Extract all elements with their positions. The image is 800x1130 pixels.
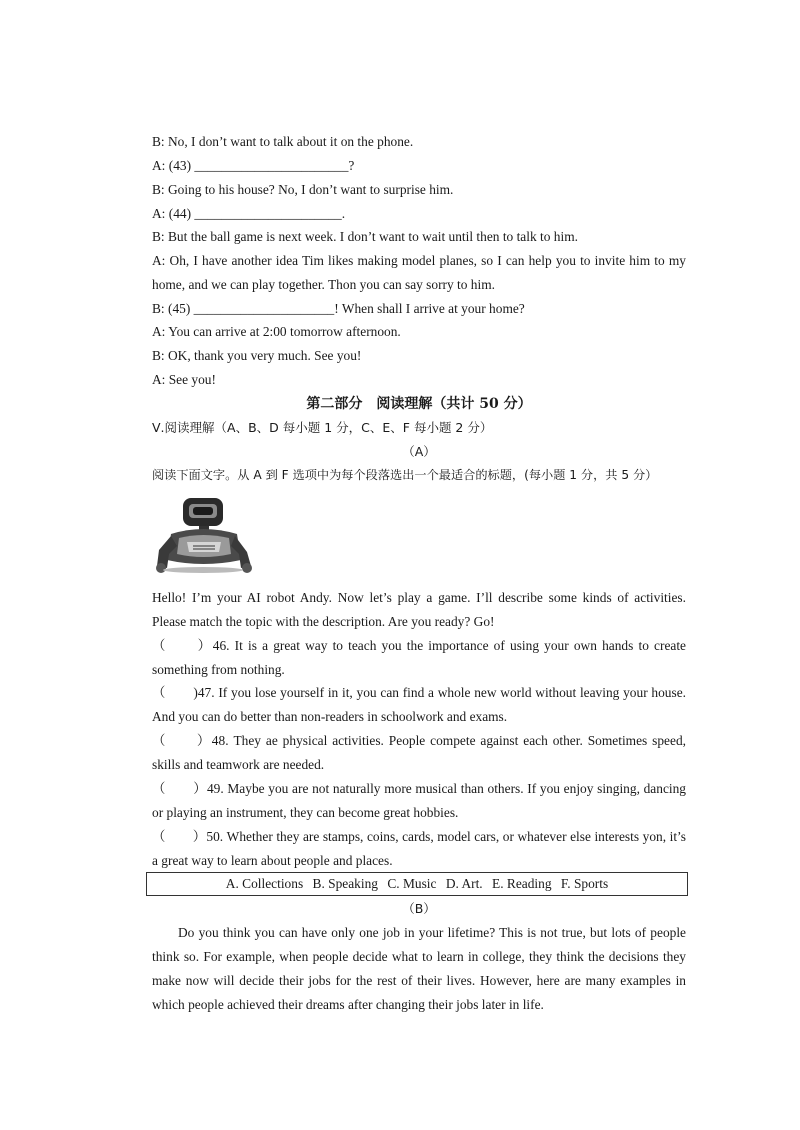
options-box bbox=[146, 872, 688, 896]
question-46-cont: something from nothing. bbox=[152, 662, 285, 677]
option-d: D. Art. bbox=[445, 876, 483, 891]
dialogue-line: B: But the ball game is next week. I don’t want to wait until then to talk to him. bbox=[152, 229, 578, 244]
option-b: B. Speaking bbox=[312, 876, 378, 891]
dialogue-line: home, and we can play together. Thon you can say sorry to him. bbox=[152, 277, 495, 292]
option-e: E. Reading bbox=[492, 876, 552, 891]
section-title: Ⅴ.阅读理解（A、B、D 每小题 1 分，C、E、F 每小题 2 分） bbox=[152, 420, 493, 435]
option-c: C. Music bbox=[387, 876, 437, 891]
passage-b-label: （B） bbox=[402, 901, 436, 916]
robot-illustration bbox=[153, 494, 255, 576]
question-49: （ ）49. Maybe you are not naturally more musical than others. If you enjoy singing, dancing bbox=[152, 781, 686, 796]
dialogue-line: A: (44) ______________________. bbox=[152, 206, 346, 221]
passage-b-line: which people achieved their dreams after changing their jobs later in life. bbox=[152, 997, 544, 1012]
instruction: 阅读下面文字。从 A 到 F 选项中为每个段落选出一个最适合的标题，(每小题 1 分，共 5 分） bbox=[152, 468, 658, 482]
dialogue-line: A: Oh, I have another idea Tim likes making model planes, so I can help you to invite him to my bbox=[152, 253, 686, 268]
option-f: F. Sports bbox=[560, 876, 609, 891]
dialogue-line: A: See you! bbox=[152, 372, 216, 387]
question-48: （ ）48. They ae physical activities. People compete against each other. Sometimes speed, bbox=[152, 733, 686, 748]
question-47: （ )47. If you lose yourself in it, you can find a whole new world without leaving your house. bbox=[152, 685, 686, 700]
dialogue-line: A: (43) _______________________? bbox=[152, 158, 355, 173]
passage-b-line: Do you think you can have only one job in your lifetime? This is not true, but lots of people bbox=[178, 925, 686, 940]
question-46: （ ）46. It is a great way to teach you the importance of using your own hands to create bbox=[152, 638, 686, 653]
dialogue-line: B: Going to his house? No, I don’t want to surprise him. bbox=[152, 182, 454, 197]
passage-a-label: （A） bbox=[402, 444, 436, 459]
dialogue-line: B: No, I don’t want to talk about it on the phone. bbox=[152, 134, 414, 149]
dialogue-line: A: You can arrive at 2:00 tomorrow afternoon. bbox=[152, 324, 401, 339]
dialogue-line: B: OK, thank you very much. See you! bbox=[152, 348, 362, 363]
option-a: A. Collections bbox=[225, 876, 304, 891]
question-47-cont: And you can do better than non-readers in schoolwork and exams. bbox=[152, 709, 508, 724]
question-49-cont: or playing an instrument, they can become great hobbies. bbox=[152, 805, 459, 820]
passage-b-line: make now will decide their jobs for the rest of their lives. However, here are many examples in bbox=[152, 973, 686, 988]
intro-line: Please match the topic with the description. Are you ready? Go! bbox=[152, 614, 495, 629]
passage-b-line: think so. For example, when people decide what to learn in college, they think the decisions they bbox=[152, 949, 686, 964]
part-title: 第二部分 阅读理解（共计 50 分） bbox=[306, 396, 532, 412]
dialogue-line: B: (45) _____________________! When shall I arrive at your home? bbox=[152, 301, 525, 316]
question-50: （ ）50. Whether they are stamps, coins, cards, model cars, or whatever else interests yon, it’s bbox=[152, 829, 686, 844]
question-50-cont: a great way to learn about people and places. bbox=[152, 853, 393, 868]
question-48-cont: skills and teamwork are needed. bbox=[152, 757, 325, 772]
intro-line: Hello! I’m your AI robot Andy. Now let’s play a game. I’ll describe some kinds of activities. bbox=[152, 590, 686, 605]
